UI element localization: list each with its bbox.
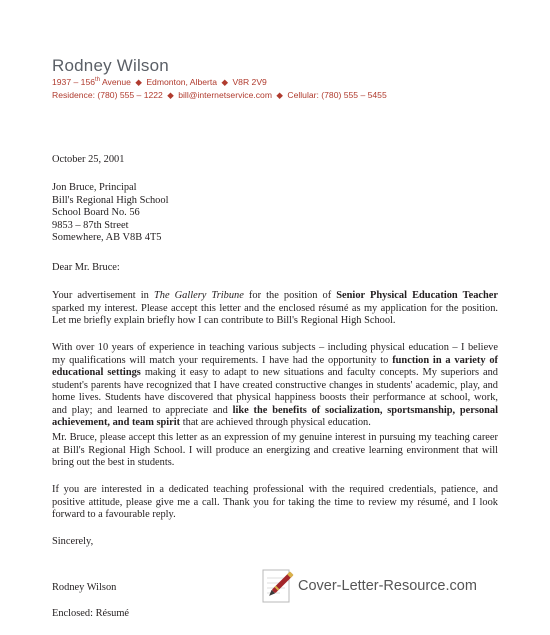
closing: Sincerely, [52, 536, 94, 547]
sender-residence-phone: Residence: (780) 555 – 1222 [52, 90, 163, 100]
sender-street: 1937 – 156 [52, 77, 96, 87]
p2-text: With over 10 years of experience in teaching various subjects – including physical education – I believe my qualifications will match your requirements. I have had the opportunity to [52, 342, 498, 366]
recipient-address [52, 182, 498, 245]
p1-text: for the position of [243, 290, 337, 301]
p2-text: that are achieved through physical education. [180, 417, 371, 428]
paragraph-experience [52, 342, 498, 430]
separator-diamond-icon: ◆ [167, 90, 174, 100]
enclosure-line: Enclosed: Résumé [52, 608, 130, 619]
recipient-line: School Board No. 56 [52, 207, 140, 218]
paragraph-advertisement [52, 290, 498, 328]
separator-diamond-icon: ◆ [135, 77, 142, 87]
site-name: Cover-Letter-Resource.com [298, 578, 477, 594]
sender-postal: V8R 2V9 [232, 77, 267, 87]
paragraph-call-to-action: If you are interested in a dedicated teaching professional with the required credentials, patience, and positive attitude, please give me a call. Thank you for taking the time to review my résumé, and I look forward to a favourable reply. [52, 484, 498, 520]
sender-cell-phone: Cellular: (780) 555 – 5455 [287, 90, 387, 100]
sender-name: Rodney Wilson [52, 56, 169, 75]
separator-diamond-icon: ◆ [221, 77, 229, 87]
position-title: Senior Physical Education Teacher [336, 290, 498, 301]
recipient-line: 9853 – 87th Street [52, 219, 129, 231]
signature-name: Rodney Wilson [52, 582, 117, 593]
p1-text: Your advertisement in [52, 290, 154, 301]
recipient-line: Bill's Regional High School [52, 194, 169, 206]
letter-date: October 25, 2001 [52, 154, 125, 165]
recipient-line: Somewhere, AB V8B 4T5 [52, 232, 162, 243]
salutation: Dear Mr. Bruce: [52, 262, 120, 273]
separator-diamond-icon: ◆ [276, 90, 283, 100]
p2-highlight: like the benefits of socialization, sportsmanship, personal achievement, and team spirit [52, 404, 498, 428]
footer-logo [262, 566, 542, 608]
recipient-line: Jon Bruce, Principal [52, 182, 137, 193]
street-suffix: th [95, 77, 101, 84]
p1-text: sparked my interest. Please accept this letter and the enclosed résumé as my application for the position. Let me briefly explain briefly how I can contribute to Bill's Regional High School. [52, 302, 498, 326]
sender-contact-line [52, 89, 492, 102]
paragraph-interest: Mr. Bruce, please accept this letter as an expression of my genuine interest in pursuing my teaching career at Bill's Regional High School. I will produce an energizing and creative learning environment that will bring out the best in students. [52, 432, 498, 468]
p2-highlight: function in a variety of educational settings [52, 354, 498, 378]
sender-city: Edmonton, Alberta [146, 77, 218, 87]
sender-email: bill@internetservice.com [178, 90, 272, 100]
sender-address-line [52, 76, 492, 89]
publication-name: The Gallery Tribune [153, 290, 244, 301]
sender-street-rest: Avenue [100, 77, 131, 87]
pen-icon [262, 566, 296, 606]
p2-text: making it easy to adapt to new situations and faculty concepts. My superiors and student's parents have recognized that I have created constructive changes in students' academic, play, and home lives. Students have discovered that physical happiness boosts their performance at school, work, and play; and learned to appreciate and [52, 367, 498, 416]
letterhead [52, 56, 492, 102]
